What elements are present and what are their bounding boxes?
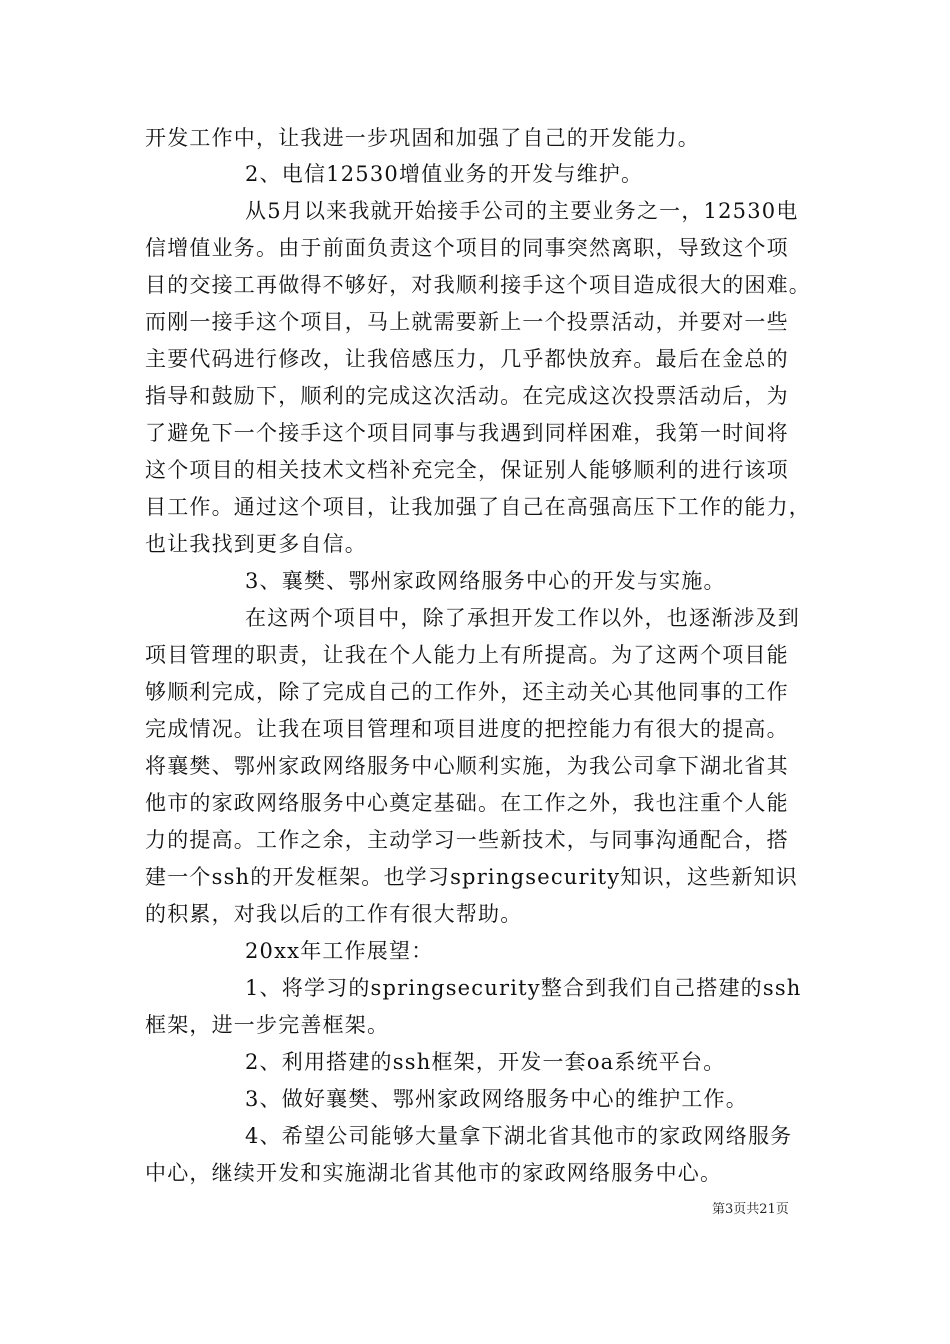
text-line: 也让我找到更多自信。 [145,532,367,556]
text-line: 信增值业务。由于前面负责这个项目的同事突然离职，导致这个项 [145,236,789,260]
page-number: 第3页共21页 [712,1202,789,1217]
text-line: 框架，进一步完善框架。 [145,1013,390,1037]
text-line: 指导和鼓励下，顺利的完成这次活动。在完成这次投票活动后，为 [145,384,789,408]
text-line: 这个项目的相关技术文档补充完全，保证别人能够顺利的进行该项 [145,458,789,482]
section-heading: 20xx年工作展望： [245,939,434,963]
text-line: 开发工作中，让我进一步巩固和加强了自己的开发能力。 [145,126,700,150]
list-item: 3、做好襄樊、鄂州家政网络服务中心的维护工作。 [245,1087,748,1111]
list-item: 1、将学习的springsecurity整合到我们自己搭建的ssh [245,976,802,1000]
text-line: 项目管理的职责，让我在个人能力上有所提高。为了这两个项目能 [145,643,789,667]
text-line: 中心，继续开发和实施湖北省其他市的家政网络服务中心。 [145,1161,723,1185]
text-line: 建一个ssh的开发框架。也学习springsecurity知识，这些新知识 [145,865,798,889]
section-heading: 2、电信12530增值业务的开发与维护。 [245,162,644,186]
list-item: 2、利用搭建的ssh框架，开发一套oa系统平台。 [245,1050,726,1074]
section-heading: 3、襄樊、鄂州家政网络服务中心的开发与实施。 [245,569,726,593]
text-line: 的积累，对我以后的工作有很大帮助。 [145,902,523,926]
list-item: 4、希望公司能够大量拿下湖北省其他市的家政网络服务 [245,1124,793,1148]
text-line: 了避免下一个接手这个项目同事与我遇到同样困难，我第一时间将 [145,421,789,445]
text-line: 主要代码进行修改，让我倍感压力，几乎都快放弃。最后在金总的 [145,347,789,371]
text-line: 力的提高。工作之余，主动学习一些新技术，与同事沟通配合，搭 [145,828,789,852]
text-line: 而刚一接手这个项目，马上就需要新上一个投票活动，并要对一些 [145,310,789,334]
text-line: 将襄樊、鄂州家政网络服务中心顺利实施，为我公司拿下湖北省其 [145,754,789,778]
text-line: 目的交接工再做得不够好，对我顺利接手这个项目造成很大的困难。 [145,273,811,297]
text-line: 从5月以来我就开始接手公司的主要业务之一，12530电 [245,199,799,223]
text-line: 完成情况。让我在项目管理和项目进度的把控能力有很大的提高。 [145,717,789,741]
text-line: 他市的家政网络服务中心奠定基础。在工作之外，我也注重个人能 [145,791,789,815]
text-line: 目工作。通过这个项目，让我加强了自己在高强高压下工作的能力， [145,495,811,519]
text-line: 在这两个项目中，除了承担开发工作以外，也逐渐涉及到 [245,606,800,630]
text-line: 够顺利完成，除了完成自己的工作外，还主动关心其他同事的工作 [145,680,789,704]
